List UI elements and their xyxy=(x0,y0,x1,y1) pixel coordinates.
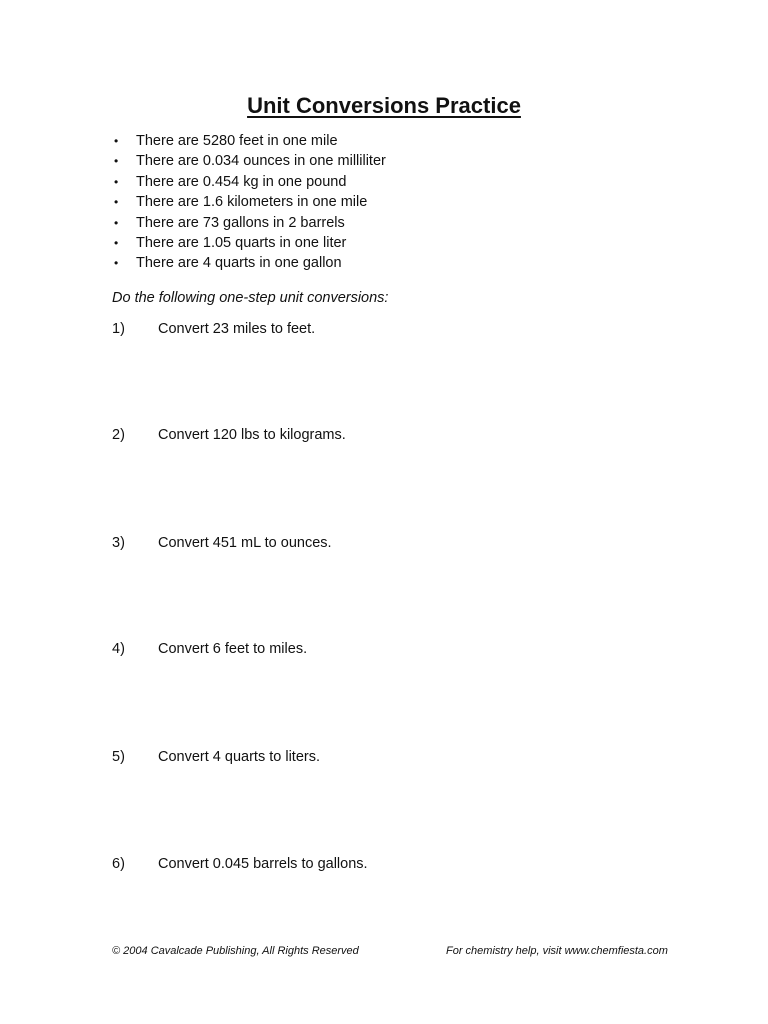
list-item xyxy=(112,213,386,233)
question-number: 2) xyxy=(112,427,125,443)
question-text: Convert 0.045 barrels to gallons. xyxy=(158,856,368,872)
question-number: 1) xyxy=(112,321,125,337)
list-item xyxy=(112,233,386,253)
question-text: Convert 6 feet to miles. xyxy=(158,641,308,657)
instructions-text: Do the following one-step unit conversions: xyxy=(112,290,389,306)
bullet-icon: • xyxy=(114,174,119,189)
bullet-icon: • xyxy=(114,256,119,271)
fact-text: There are 73 gallons in 2 barrels xyxy=(136,214,345,231)
bullet-icon: • xyxy=(114,235,119,250)
question-number: 4) xyxy=(112,641,125,657)
fact-text: There are 1.05 quarts in one liter xyxy=(136,234,347,251)
page-title: Unit Conversions Practice xyxy=(247,93,521,118)
conversion-facts-list xyxy=(112,131,386,274)
fact-text: There are 4 quarts in one gallon xyxy=(136,255,342,272)
question-number: 3) xyxy=(112,535,125,551)
bullet-icon: • xyxy=(114,215,119,230)
question-number: 6) xyxy=(112,856,125,872)
bullet-icon: • xyxy=(114,134,119,148)
question-text: Convert 4 quarts to liters. xyxy=(158,749,320,765)
list-item xyxy=(112,172,386,192)
question-number: 5) xyxy=(112,749,125,765)
fact-text: There are 5280 feet in one mile xyxy=(136,133,338,149)
question-text: Convert 451 mL to ounces. xyxy=(158,535,332,551)
bullet-icon: • xyxy=(114,154,119,169)
question-text: Convert 120 lbs to kilograms. xyxy=(158,427,346,443)
fact-text: There are 0.034 ounces in one milliliter xyxy=(136,153,386,170)
list-item xyxy=(112,192,386,212)
list-item xyxy=(112,253,386,273)
copyright-footer: © 2004 Cavalcade Publishing, All Rights Reserved xyxy=(112,945,359,957)
fact-text: There are 0.454 kg in one pound xyxy=(136,173,347,190)
bullet-icon: • xyxy=(114,195,119,210)
list-item xyxy=(112,131,386,151)
question-text: Convert 23 miles to feet. xyxy=(158,321,316,337)
list-item xyxy=(112,151,386,171)
help-footer: For chemistry help, visit www.chemfiesta.com xyxy=(446,945,668,957)
fact-text: There are 1.6 kilometers in one mile xyxy=(136,194,368,211)
